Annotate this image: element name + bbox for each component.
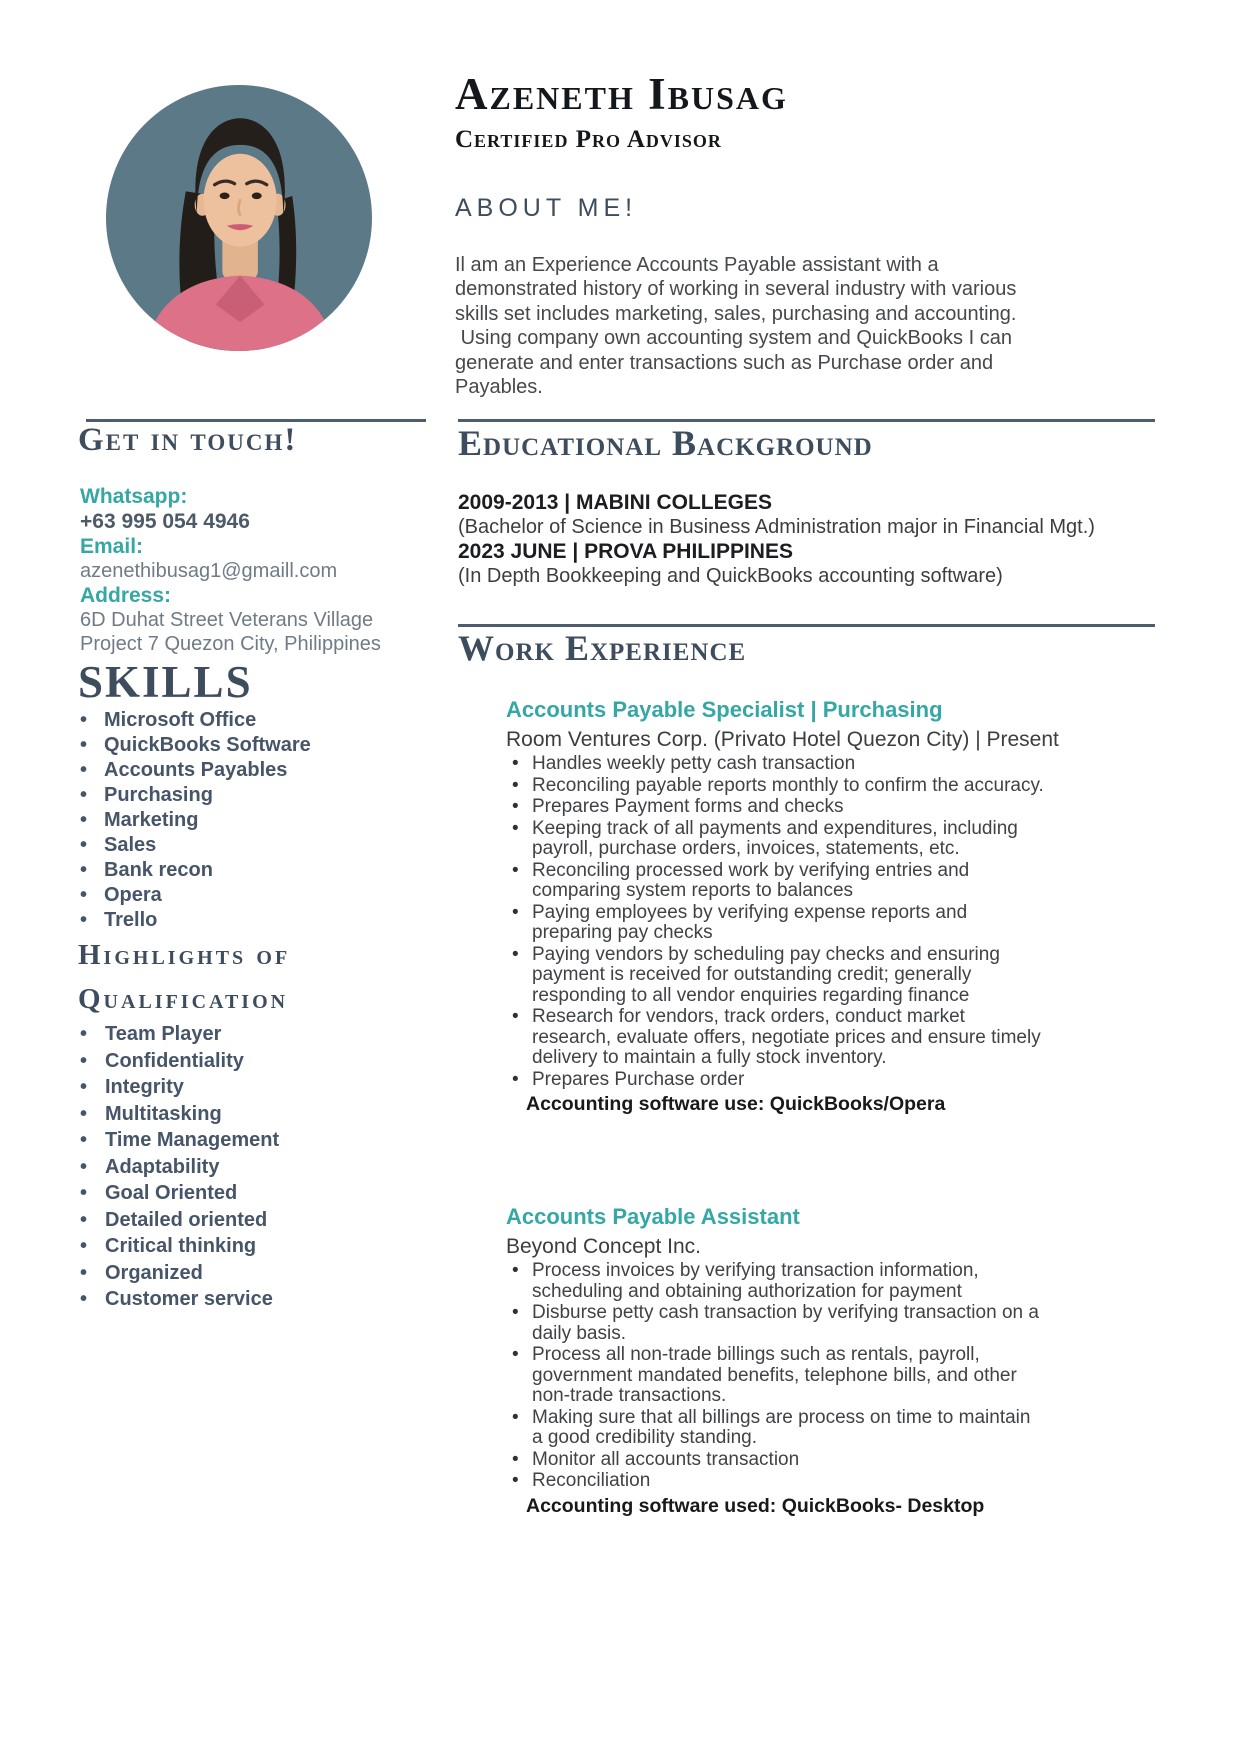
job-bullet: • Reconciliation [506, 1471, 1046, 1492]
profile-photo [106, 85, 372, 351]
qualification-item: • Organized [78, 1260, 430, 1287]
about-heading: ABOUT ME! [455, 193, 638, 222]
qualification-item: • Time Management [78, 1127, 430, 1154]
work-jobs [506, 697, 1086, 1518]
qualification-list [78, 1021, 430, 1313]
contact-label: Email: [80, 535, 144, 558]
job-bullet: • Reconciling payable reports monthly to confirm the accuracy. [506, 776, 1046, 797]
qualification-item: • Critical thinking [78, 1233, 430, 1260]
header-block [455, 70, 1115, 400]
job-bullet: • Paying employees by verifying expense reports and preparing pay checks [506, 903, 1046, 944]
contact-list [80, 484, 430, 656]
person-name: Azeneth Ibusag [455, 69, 788, 119]
education-list [458, 490, 1158, 588]
job-software-note: Accounting software use: QuickBooks/Opera [526, 1093, 946, 1115]
job-company: Beyond Concept Inc. [506, 1235, 701, 1258]
skill-item: • QuickBooks Software [78, 733, 430, 758]
about-text-line: skills set includes marketing, sales, purchasing and accounting. [455, 302, 1017, 325]
skill-item: • Bank recon [78, 858, 430, 883]
skill-item: • Microsoft Office [78, 708, 430, 733]
education-heading: Educational Background [458, 423, 873, 463]
left-column [78, 419, 430, 1313]
job-bullet: • Disburse petty cash transaction by verifying transaction on a daily basis. [506, 1303, 1046, 1344]
job-bullet-list [506, 754, 1046, 1090]
skill-item: • Purchasing [78, 783, 430, 808]
contact-value: Project 7 Quezon City, Philippines [80, 633, 381, 655]
about-text-line: generate and enter transactions such as Purchase order and [455, 351, 994, 374]
skill-item: • Opera [78, 883, 430, 908]
job-bullet: • Process all non-trade billings such as rentals, payroll, government mandated benefits, telephone bills, and other non-trade transactions. [506, 1345, 1046, 1407]
job-bullet: • Reconciling processed work by verifying entries and comparing system reports to balances [506, 861, 1046, 902]
right-column [458, 419, 1158, 1518]
qualification-item: • Integrity [78, 1074, 430, 1101]
job-bullet: • Prepares Purchase order [506, 1070, 1046, 1091]
contact-value: azenethibusag1@gmaill.com [80, 560, 338, 582]
skill-item: • Sales [78, 833, 430, 858]
job-bullet: • Keeping track of all payments and expenditures, including payroll, purchase orders, invoices, statements, etc. [506, 819, 1046, 860]
skill-item: • Marketing [78, 808, 430, 833]
contact-label: Whatsapp: [80, 485, 188, 508]
education-entry-detail: (Bachelor of Science in Business Administration major in Financial Mgt.) [458, 516, 1095, 538]
job-bullet: • Process invoices by verifying transaction information, scheduling and obtaining authorization for payment [506, 1261, 1046, 1302]
job-title: Accounts Payable Specialist | Purchasing [506, 697, 943, 722]
job-bullet: • Paying vendors by scheduling pay checks and ensuring payment is received for outstanding credit; generally responding to all vendor enquiries regarding finance [506, 945, 1046, 1007]
education-entry-title: 2023 JUNE | PROVA PHILIPPINES [458, 540, 793, 563]
skill-item: • Accounts Payables [78, 758, 430, 783]
job-company: Room Ventures Corp. (Privato Hotel Quezon City) | Present [506, 728, 1059, 751]
qualification-item: • Detailed oriented [78, 1207, 430, 1234]
work-heading: Work Experience [458, 628, 747, 668]
job-entry [506, 1204, 1086, 1518]
qualification-item: • Confidentiality [78, 1048, 430, 1075]
contact-value: +63 995 054 4946 [80, 510, 250, 533]
job-bullet: • Research for vendors, track orders, conduct market research, evaluate offers, negotiate prices and ensure timely delivery to maintain a fully stock inventory. [506, 1007, 1046, 1069]
job-bullet-list [506, 1261, 1046, 1492]
job-bullet: • Prepares Payment forms and checks [506, 797, 1046, 818]
skills-list [78, 708, 430, 933]
qualification-item: • Customer service [78, 1286, 430, 1313]
contact-label: Address: [80, 584, 172, 607]
about-text [455, 253, 1115, 400]
education-entry-detail: (In Depth Bookkeeping and QuickBooks accounting software) [458, 565, 1003, 587]
qualification-item: • Multitasking [78, 1101, 430, 1128]
job-software-note: Accounting software used: QuickBooks- Desktop [526, 1494, 985, 1517]
job-bullet: • Handles weekly petty cash transaction [506, 754, 1046, 775]
contact-heading: Get in touch! [78, 422, 298, 458]
skill-item: • Trello [78, 908, 430, 933]
person-title: Certified Pro Advisor [455, 125, 722, 153]
job-entry [506, 697, 1086, 1116]
about-text-line: demonstrated history of working in several industry with various [455, 278, 1017, 300]
portrait-illustration [106, 85, 372, 351]
about-text-line: Using company own accounting system and QuickBooks I can [455, 327, 1012, 349]
job-bullet: • Monitor all accounts transaction [506, 1450, 1046, 1471]
qualification-item: • Team Player [78, 1021, 430, 1048]
about-text-line: Il am an Experience Accounts Payable assistant with a [455, 253, 939, 276]
qualification-item: • Adaptability [78, 1154, 430, 1181]
job-bullet: • Making sure that all billings are process on time to maintain a good credibility standing. [506, 1408, 1046, 1449]
about-text-line: Payables. [455, 376, 543, 398]
qualification-item: • Goal Oriented [78, 1180, 430, 1207]
job-title: Accounts Payable Assistant [506, 1204, 800, 1229]
education-entry-title: 2009-2013 | MABINI COLLEGES [458, 491, 772, 514]
contact-value: 6D Duhat Street Veterans Village [80, 609, 374, 631]
skills-heading: SKILLS [78, 657, 253, 707]
qualification-heading: Highlights of Qualification [78, 939, 291, 1015]
